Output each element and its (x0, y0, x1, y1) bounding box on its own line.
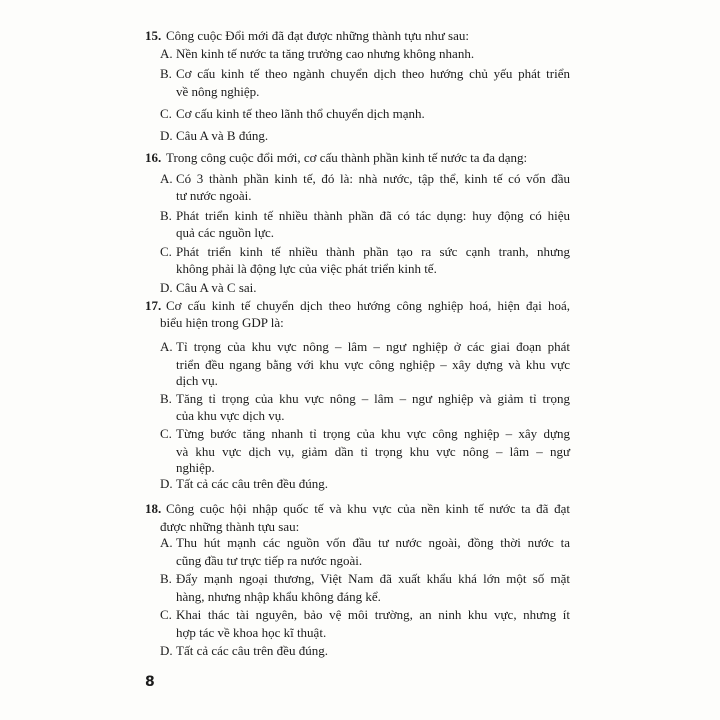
option-row (160, 128, 570, 143)
option-label: D. (160, 128, 173, 143)
option-label: A. (160, 339, 173, 354)
option-text-line: Phát triển kinh tế nhiều thành phần đã có tác dụng: huy động có hiệu (176, 208, 570, 223)
option-row (160, 643, 570, 658)
question-stem-line: Trong công cuộc đổi mới, cơ cấu thành phần kinh tế nước ta đa dạng: (166, 150, 528, 165)
option-text-line: Có 3 thành phần kinh tế, đó là: nhà nước, tập thể, kinh tế có vốn đầu (176, 171, 570, 186)
question-stem-row (145, 501, 570, 516)
option-row (176, 444, 570, 459)
option-text-line: Tất cả các câu trên đều đúng. (176, 476, 328, 491)
option-text-line: Cơ cấu kinh tế theo lãnh thổ chuyển dịch mạnh. (176, 106, 425, 121)
question-stem-line: Công cuộc hội nhập quốc tế và khu vực của nền kinh tế nước ta đã đạt (166, 501, 570, 516)
option-label: B. (160, 391, 172, 406)
option-text-line: Nền kinh tế nước ta tăng trưởng cao nhưng không nhanh. (176, 46, 475, 61)
option-text-line: Phát triển kinh tế nhiều thành phần tạo ra sức cạnh tranh, nhưng (176, 244, 570, 259)
option-label: C. (160, 426, 172, 441)
question-stem-row (145, 150, 570, 165)
option-row (176, 188, 570, 203)
option-text-line: dịch vụ. (176, 373, 218, 388)
question-stem-row (160, 315, 570, 330)
option-text-line: triển đều ngang bằng với khu vực công nghiệp – xây dựng và khu vực (176, 357, 570, 372)
option-row (176, 373, 570, 388)
option-text-line: tư nước ngoài. (176, 188, 252, 203)
option-label: A. (160, 171, 173, 186)
option-text-line: Đẩy mạnh ngoại thương, Việt Nam đã xuất khẩu khá lớn một số mặt (176, 571, 570, 586)
option-row (176, 261, 570, 276)
option-row (160, 476, 570, 491)
question-number: 15. (145, 28, 162, 43)
option-row (160, 171, 570, 186)
option-text-line: về nông nghiệp. (176, 84, 260, 99)
question-stem-line: Cơ cấu kinh tế chuyển dịch theo hướng công nghiệp hoá, hiện đại hoá, (166, 298, 570, 313)
question-stem-row (160, 519, 570, 534)
option-text-line: Khai thác tài nguyên, bảo vệ môi trường, an ninh khu vực, nhưng ít (176, 607, 570, 622)
option-row (160, 280, 570, 295)
option-row (176, 460, 570, 475)
option-row (160, 391, 570, 406)
option-text-line: Câu A và C sai. (176, 280, 257, 295)
option-row (176, 408, 570, 423)
question-stem-row (145, 298, 570, 313)
option-text-line: Thu hút mạnh các nguồn vốn đầu tư nước ngoài, đồng thời nước ta (176, 535, 570, 550)
option-text-line: Cơ cấu kinh tế theo ngành chuyển dịch theo hướng chủ yếu phát triển (176, 66, 570, 81)
option-row (160, 208, 570, 223)
option-text-line: Tỉ trọng của khu vực nông – lâm – ngư nghiệp ở các giai đoạn phát (176, 339, 570, 354)
option-text-line: Từng bước tăng nhanh tỉ trọng của khu vực công nghiệp – xây dựng (176, 426, 570, 441)
question-number: 18. (145, 501, 162, 516)
option-row (160, 66, 570, 81)
option-label: D. (160, 643, 173, 658)
option-row (160, 339, 570, 354)
option-text-line: của khu vực dịch vụ. (176, 408, 285, 423)
question-stem-line: được những thành tựu sau: (160, 519, 300, 534)
option-row (160, 244, 570, 259)
option-row (176, 589, 570, 604)
option-row (160, 571, 570, 586)
question-stem-line: Công cuộc Đổi mới đã đạt được những thành tựu như sau: (166, 28, 469, 43)
option-row (160, 426, 570, 441)
option-row (160, 106, 570, 121)
option-text-line: hàng, nhưng nhập khẩu không đáng kể. (176, 589, 381, 604)
option-row (176, 357, 570, 372)
option-text-line: nghiệp. (176, 460, 215, 475)
option-row (160, 46, 570, 61)
option-row (176, 625, 570, 640)
option-label: D. (160, 476, 173, 491)
page-number: 8 (145, 674, 155, 690)
option-text-line: Câu A và B đúng. (176, 128, 269, 143)
option-row (176, 553, 570, 568)
option-text-line: không phải là động lực của việc phát triển kinh tế. (176, 261, 437, 276)
option-label: A. (160, 535, 173, 550)
option-text-line: Tất cả các câu trên đều đúng. (176, 643, 328, 658)
option-text-line: quả các nguồn lực. (176, 225, 275, 240)
option-label: C. (160, 106, 172, 121)
option-label: B. (160, 208, 172, 223)
option-row (160, 535, 570, 550)
option-row (176, 84, 570, 99)
option-row (160, 607, 570, 622)
option-label: C. (160, 244, 172, 259)
option-text-line: và khu vực dịch vụ, giảm dần tỉ trọng khu vực nông – lâm – ngư (176, 444, 570, 459)
option-label: C. (160, 607, 172, 622)
option-text-line: cũng đầu tư trực tiếp ra nước ngoài. (176, 553, 363, 568)
question-stem-row (145, 28, 570, 43)
option-label: D. (160, 280, 173, 295)
option-text-line: Tăng tỉ trọng của khu vực nông – lâm – ngư nghiệp và giảm tỉ trọng (176, 391, 570, 406)
question-stem-line: biểu hiện trong GDP là: (160, 315, 284, 330)
question-number: 16. (145, 150, 162, 165)
question-number: 17. (145, 298, 162, 313)
option-label: B. (160, 571, 172, 586)
option-row (176, 225, 570, 240)
option-label: A. (160, 46, 173, 61)
option-label: B. (160, 66, 172, 81)
option-text-line: hợp tác về khoa học kĩ thuật. (176, 625, 327, 640)
